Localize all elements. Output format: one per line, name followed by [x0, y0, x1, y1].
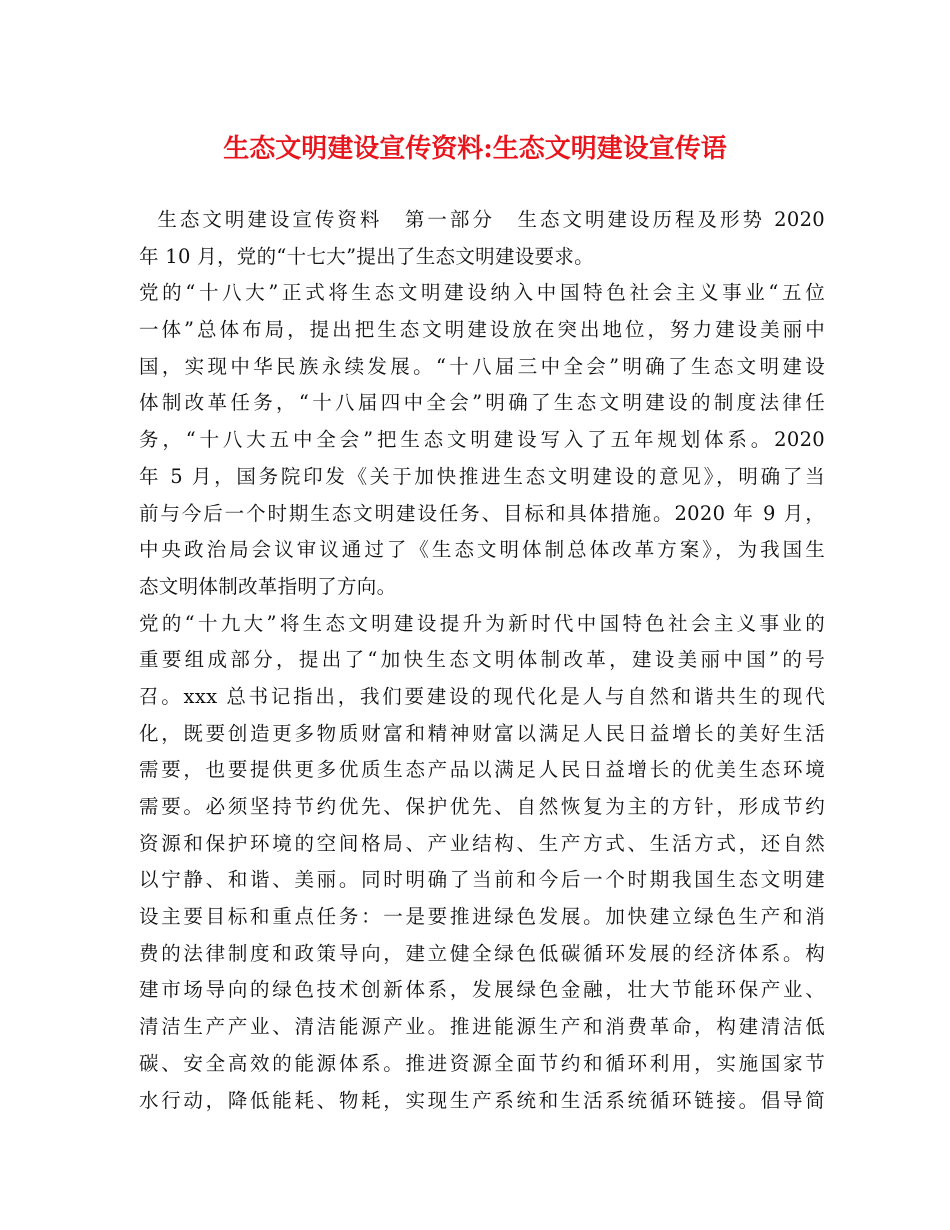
body-line: 需要，也要提供更多优质生态产品以满足人民日益增长的优美生态环境: [139, 758, 825, 782]
document-body: [139, 202, 825, 1119]
body-line: 务，“十八大五中全会”把生态文明建设写入了五年规划体系。2020: [139, 428, 825, 452]
body-line: 重要组成部分，提出了“加快生态文明体制改革，建设美丽中国”的号: [139, 648, 825, 672]
body-line: 碳、安全高效的能源体系。推进资源全面节约和循环利用，实施国家节: [139, 1051, 825, 1075]
body-line: 费的法律制度和政策导向，建立健全绿色低碳循环发展的经济体系。构: [139, 941, 825, 965]
body-line: 以宁静、和谐、美丽。同时明确了当前和今后一个时期我国生态文明建: [139, 868, 825, 892]
body-line: 水行动，降低能耗、物耗，实现生产系统和生活系统循环链接。倡导简: [139, 1088, 825, 1112]
body-line: 态文明体制改革指明了方向。: [139, 574, 397, 598]
body-line: 党的“十九大”将生态文明建设提升为新时代中国特色社会主义事业的: [139, 611, 825, 635]
body-line: 清洁生产产业、清洁能源产业。推进能源生产和消费革命，构建清洁低: [139, 1015, 825, 1039]
body-line: 年 5 月，国务院印发《关于加快推进生态文明建设的意见》，明确了当: [139, 464, 825, 488]
body-line: 党的“十八大”正式将生态文明建设纳入中国特色社会主义事业“五位: [139, 281, 825, 305]
body-line: 年 10 月，党的“十七大”提出了生态文明建设要求。: [139, 244, 594, 268]
body-line: 设主要目标和重点任务：一是要推进绿色发展。加快建立绿色生产和消: [139, 905, 825, 929]
body-line: 需要。必须坚持节约优先、保护优先、自然恢复为主的方针，形成节约: [139, 795, 825, 818]
body-line: 资源和保护环境的空间格局、产业结构、生产方式、生活方式，还自然: [139, 831, 825, 855]
body-line: 体制改革任务，“十八届四中全会”明确了生态文明建设的制度法律任: [139, 391, 825, 415]
body-line: 中央政治局会议审议通过了《生态文明体制总体改革方案》，为我国生: [139, 538, 825, 562]
body-line: 生态文明建设宣传资料 第一部分 生态文明建设历程及形势 2020: [139, 208, 825, 231]
body-line: 建市场导向的绿色技术创新体系，发展绿色金融，壮大节能环保产业、: [139, 978, 825, 1002]
body-line: 化，既要创造更多物质财富和精神财富以满足人民日益增长的美好生活: [139, 721, 825, 745]
body-line: 一体”总体布局，提出把生态文明建设放在突出地位，努力建设美丽中: [139, 318, 825, 342]
body-line: 召。xxx 总书记指出，我们要建设的现代化是人与自然和谐共生的现代: [139, 684, 825, 708]
body-line: 国，实现中华民族永续发展。“十八届三中全会”明确了生态文明建设: [139, 354, 825, 378]
document-title: 生态文明建设宣传资料:生态文明建设宣传语: [223, 134, 727, 164]
body-line: 前与今后一个时期生态文明建设任务、目标和具体措施。2020 年 9 月，: [139, 501, 825, 525]
